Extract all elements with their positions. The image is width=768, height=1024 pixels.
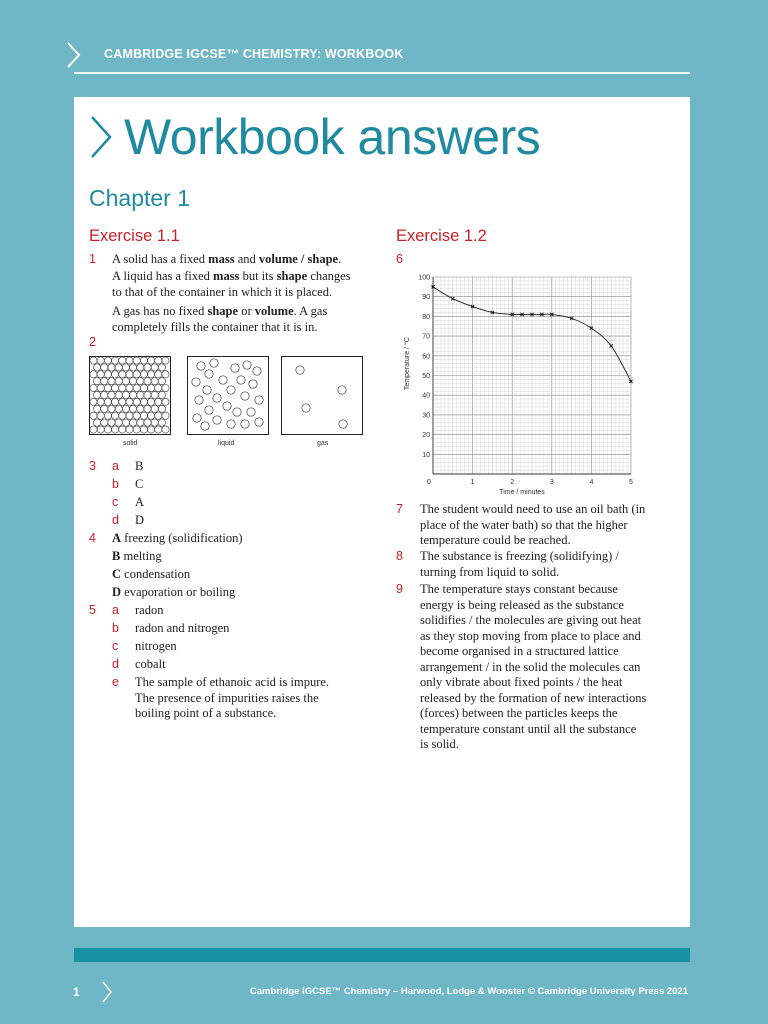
answer-text: The sample of ethanoic acid is impure. The presence of impurities raises the boiling point of a substance. xyxy=(135,675,330,720)
footer-band xyxy=(74,948,690,962)
answer-text: B melting xyxy=(112,549,162,563)
exercise-1-1-heading: Exercise 1.1 xyxy=(89,227,180,245)
answer-text: A gas has no fixed shape or volume. A gas completely fills the container that it is in. xyxy=(112,304,328,334)
x-tick-label: 1 xyxy=(470,479,475,486)
answer-text: cobalt xyxy=(135,657,166,671)
question-number: 6 xyxy=(396,252,403,266)
chevron-right-icon xyxy=(64,40,84,70)
question-number: 7 xyxy=(396,502,403,516)
header-divider xyxy=(74,72,690,74)
y-axis-label: Temperature / °C xyxy=(404,337,411,391)
answer-page xyxy=(74,97,690,927)
cooling-curve-chart xyxy=(399,272,649,496)
answer-text: radon xyxy=(135,603,164,617)
diagram-label: gas xyxy=(317,440,329,447)
sub-letter: d xyxy=(112,513,119,527)
sub-letter: c xyxy=(112,495,119,509)
page-number: 1 xyxy=(73,985,80,999)
diagram-label: solid xyxy=(123,440,138,447)
y-tick-label: 60 xyxy=(422,353,430,361)
answer-text: B xyxy=(135,459,144,473)
sub-letter: d xyxy=(112,657,119,671)
chevron-right-icon xyxy=(88,112,114,162)
x-tick-label: 4 xyxy=(589,479,594,486)
answer-text: A freezing (solidification) xyxy=(112,531,243,545)
footer-credit: Cambridge IGCSE™ Chemistry – Harwood, Lodge & Wooster © Cambridge University Press 2021 xyxy=(249,986,688,997)
question-number: 2 xyxy=(89,335,96,349)
x-tick-label: 5 xyxy=(629,479,633,486)
y-tick-label: 50 xyxy=(422,373,430,380)
y-tick-label: 100 xyxy=(418,274,430,282)
question-number: 3 xyxy=(89,459,96,473)
y-tick-label: 90 xyxy=(422,294,430,302)
answer-text: The substance is freezing (solidifying) / turning from liquid to solid. xyxy=(420,549,619,579)
book-title: CAMBRIDGE IGCSE™ CHEMISTRY: WORKBOOK xyxy=(104,47,404,61)
x-axis-label: Time / minutes xyxy=(499,489,545,496)
y-tick-label: 30 xyxy=(422,412,430,420)
sub-letter: b xyxy=(112,477,119,491)
solid-particles-diagram xyxy=(89,356,171,435)
x-tick-label: 0 xyxy=(427,479,431,486)
question-number: 5 xyxy=(89,603,96,617)
chevron-right-icon xyxy=(100,980,114,1004)
sub-letter: e xyxy=(112,675,119,689)
answer-text: C condensation xyxy=(112,567,191,581)
x-tick-label: 3 xyxy=(549,479,554,486)
sub-letter: a xyxy=(112,603,119,617)
question-number: 4 xyxy=(89,531,96,545)
answer-text: A xyxy=(135,495,145,509)
answer-text: nitrogen xyxy=(135,639,177,653)
page-title-text: Workbook answers xyxy=(124,109,541,165)
x-tick-label: 2 xyxy=(510,479,515,486)
answer-text: A solid has a fixed mass and volume / shape. xyxy=(112,252,342,266)
exercise-1-2-heading: Exercise 1.2 xyxy=(396,227,487,245)
y-tick-label: 10 xyxy=(422,451,430,459)
question-number: 1 xyxy=(89,252,96,266)
answer-text: C xyxy=(135,477,144,491)
question-number: 8 xyxy=(396,549,403,563)
diagram-label: liquid xyxy=(218,440,235,447)
liquid-particles-diagram xyxy=(187,356,269,435)
y-tick-label: 70 xyxy=(422,333,430,341)
gas-particles-diagram xyxy=(281,356,363,435)
sub-letter: a xyxy=(112,459,119,473)
question-number: 9 xyxy=(396,582,403,596)
page-title xyxy=(88,105,540,169)
answer-text: D xyxy=(135,513,145,527)
answer-text: radon and nitrogen xyxy=(135,621,230,635)
y-tick-label: 40 xyxy=(422,392,430,400)
answer-text: The student would need to use an oil bath (in place of the water bath) so that the higher temperature could be reached. xyxy=(420,502,646,547)
answer-text: D evaporation or boiling xyxy=(112,585,236,599)
answer-text: The temperature stays constant because energy is being released as the substance solidifies / the molecules are giving out heat as they stop moving from place to place and become organised in a structured lattice arrangement / in the solid the molecules can only vibrate about fixed points / the heat released by the formation of new interactions (forces) between the particles keeps the temperature constant until all the substance is solid. xyxy=(420,582,647,751)
y-tick-label: 20 xyxy=(422,432,430,440)
page-header xyxy=(0,0,768,96)
y-tick-label: 80 xyxy=(422,313,430,321)
chapter-heading: Chapter 1 xyxy=(89,185,191,211)
answer-text: A liquid has a fixed mass but its shape changes to that of the container in which it is placed. xyxy=(112,269,351,299)
sub-letter: b xyxy=(112,621,119,635)
sub-letter: c xyxy=(112,639,119,653)
